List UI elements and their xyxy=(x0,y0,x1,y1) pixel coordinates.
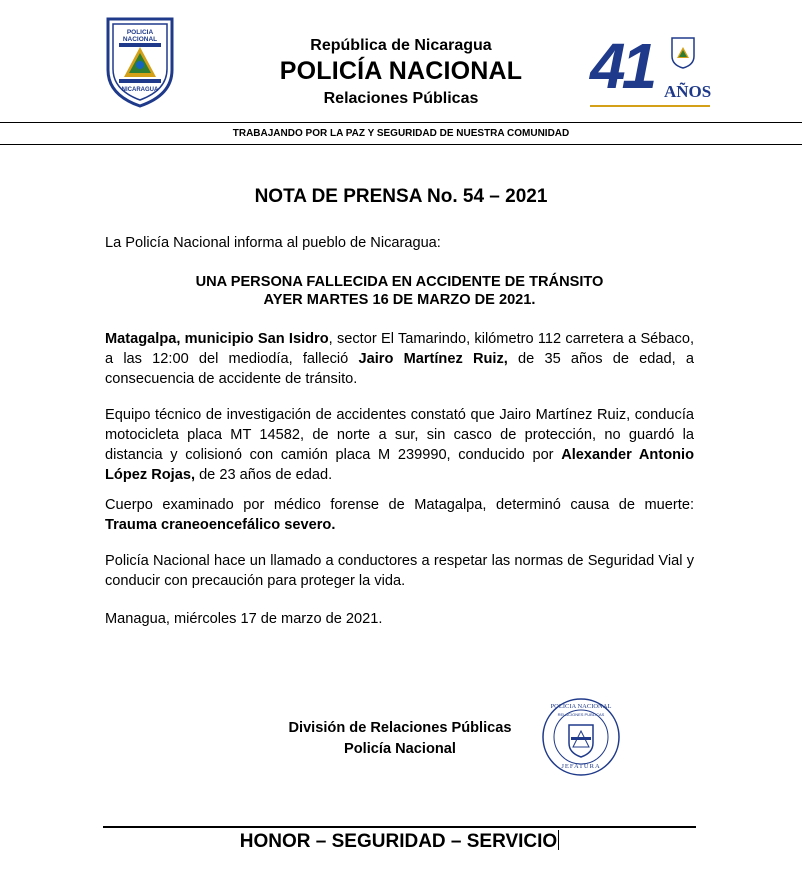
official-stamp xyxy=(540,697,622,777)
header-department: Relaciones Públicas xyxy=(323,90,479,107)
paragraph-3 xyxy=(105,495,694,535)
signature-line-1: División de Relaciones Públicas xyxy=(288,720,512,736)
text-cursor xyxy=(558,830,559,850)
paragraph-3-text-a: Cuerpo examinado por médico forense de Matagalpa, determinó causa de muerte: xyxy=(105,497,694,513)
headline xyxy=(105,273,694,309)
footer-rule xyxy=(103,826,696,828)
footer-motto-text: HONOR – SEGURIDAD – SERVICIO xyxy=(239,831,558,852)
anniversary-number: 41 xyxy=(590,30,654,102)
anniversary-41-logo xyxy=(588,30,714,110)
paragraph-1 xyxy=(105,329,694,389)
stamp-sub-text: RELACIONES PUBLICAS xyxy=(557,712,605,717)
header-motto: TRABAJANDO POR LA PAZ Y SEGURIDAD DE NUESTRA COMUNIDAD xyxy=(232,128,570,139)
logo-top-text: POLICIA NACIONAL xyxy=(122,29,158,43)
headline-line-1: UNA PERSONA FALLECIDA EN ACCIDENTE DE TRÁNSITO xyxy=(195,274,604,290)
footer-motto xyxy=(103,830,696,853)
logo-bottom-text: NICARAGUA xyxy=(121,87,159,93)
stamp-top-text: POLICIA NACIONAL xyxy=(550,703,612,710)
header-rule-top xyxy=(0,122,802,123)
anniversary-mini-shield-icon xyxy=(670,36,696,70)
paragraph-1-text-b: de 35 años de edad, a consecuencia de accidente de tránsito. xyxy=(105,351,695,387)
cause-of-death: Trauma craneoencefálico severo. xyxy=(105,517,336,533)
anniversary-underline xyxy=(590,105,710,107)
headline-line-2: AYER MARTES 16 DE MARZO DE 2021. xyxy=(263,292,536,308)
intro-text: La Policía Nacional informa al pueblo de Nicaragua: xyxy=(105,235,441,251)
header-organization: POLICÍA NACIONAL xyxy=(279,57,523,85)
victim-name: Jairo Martínez Ruiz, xyxy=(358,351,508,367)
paragraph-1-text-a: , sector El Tamarindo, kilómetro 112 carretera a Sébaco, a las 12:00 del mediodía, falleció xyxy=(105,331,695,367)
paragraph-4: Policía Nacional hace un llamado a conductores a respetar las normas de Seguridad Vial y conducir con precaución para proteger la vida. xyxy=(105,553,694,589)
paragraph-2-text-a: Equipo técnico de investigación de accidentes constató que Jairo Martínez Ruiz, conducía motocicleta placa MT 14582, de norte a sur, sin casco de protección, no guardó la distancia y colisionó con camión placa M 239990, conducido por xyxy=(105,407,694,463)
driver-name: Alexander Antonio López Rojas, xyxy=(105,447,694,483)
paragraph-2 xyxy=(105,405,694,485)
signature-line-2: Policía Nacional xyxy=(344,741,456,757)
dateline: Managua, miércoles 17 de marzo de 2021. xyxy=(105,611,383,627)
paragraph-2-text-b: de 23 años de edad. xyxy=(195,467,333,483)
press-release-title: NOTA DE PRENSA No. 54 – 2021 xyxy=(254,186,548,207)
anniversary-label: AÑOS xyxy=(664,82,712,101)
header-country: República de Nicaragua xyxy=(310,37,492,54)
location-lead: Matagalpa, municipio San Isidro xyxy=(105,331,329,347)
header-rule-bottom xyxy=(0,144,802,145)
stamp-bottom-text: JEFATURA xyxy=(561,763,601,770)
signature-block xyxy=(255,718,545,760)
